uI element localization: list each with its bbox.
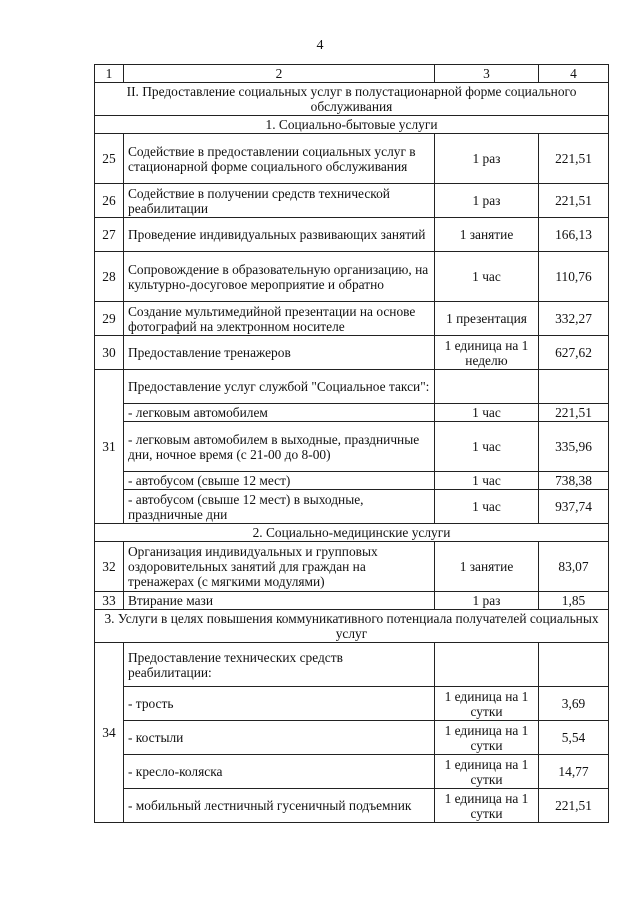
service-name: Сопровождение в образовательную организацию, на культурно-досуговое мероприятие и обратно: [124, 252, 435, 302]
row-number: 30: [95, 336, 124, 370]
page-number: 4: [316, 38, 324, 53]
service-price: 14,77: [539, 755, 609, 789]
table-row: [95, 789, 609, 823]
column-number-2: 2: [124, 65, 435, 83]
service-price: 166,13: [539, 218, 609, 252]
service-unit: 1 единица на 1 сутки: [435, 721, 539, 755]
service-name: Предоставление тренажеров: [124, 336, 435, 370]
service-unit: 1 час: [435, 252, 539, 302]
service-name: - трость: [124, 687, 435, 721]
service-price: 5,54: [539, 721, 609, 755]
row-number: 26: [95, 184, 124, 218]
service-unit: 1 раз: [435, 184, 539, 218]
service-unit: 1 презентация: [435, 302, 539, 336]
service-price: 1,85: [539, 592, 609, 610]
column-number-1: 1: [95, 65, 124, 83]
service-price: 335,96: [539, 422, 609, 472]
service-price: 221,51: [539, 404, 609, 422]
service-price: 221,51: [539, 789, 609, 823]
subsection-title-social-medical: 2. Социально-медицинские услуги: [95, 524, 609, 542]
service-name: Содействие в предоставлении социальных услуг в стационарной форме социального обслуживания: [124, 134, 435, 184]
row-number: 27: [95, 218, 124, 252]
service-price: 627,62: [539, 336, 609, 370]
row-number: 25: [95, 134, 124, 184]
empty-cell: [539, 643, 609, 687]
table-row: [95, 542, 609, 592]
table-row: [95, 302, 609, 336]
table-row: [95, 472, 609, 490]
service-price: 110,76: [539, 252, 609, 302]
service-unit: 1 час: [435, 472, 539, 490]
service-group-title: Предоставление услуг службой "Социальное такси":: [124, 370, 435, 404]
table-row: [95, 643, 609, 687]
service-name: - кресло-коляска: [124, 755, 435, 789]
row-number: 34: [95, 643, 124, 823]
service-price: 221,51: [539, 134, 609, 184]
service-price: 738,38: [539, 472, 609, 490]
service-unit: 1 час: [435, 490, 539, 524]
empty-cell: [539, 370, 609, 404]
column-number-4: 4: [539, 65, 609, 83]
service-price: 221,51: [539, 184, 609, 218]
table-row: [95, 184, 609, 218]
service-unit: 1 раз: [435, 134, 539, 184]
column-number-3: 3: [435, 65, 539, 83]
table-row: [95, 218, 609, 252]
service-unit: 1 единица на 1 сутки: [435, 687, 539, 721]
table-row: [95, 490, 609, 524]
subsection-row: [95, 524, 609, 542]
column-number-row: [95, 65, 609, 83]
table-row: [95, 336, 609, 370]
service-name: Содействие в получении средств технической реабилитации: [124, 184, 435, 218]
service-unit: 1 раз: [435, 592, 539, 610]
section-title: II. Предоставление социальных услуг в полустационарной форме социального обслуживания: [95, 83, 609, 116]
table-row: [95, 252, 609, 302]
service-unit: 1 занятие: [435, 542, 539, 592]
service-name: - мобильный лестничный гусеничный подъемник: [124, 789, 435, 823]
service-unit: 1 час: [435, 404, 539, 422]
service-name: - автобусом (свыше 12 мест) в выходные, праздничные дни: [124, 490, 435, 524]
row-number: 33: [95, 592, 124, 610]
service-unit: 1 единица на 1 неделю: [435, 336, 539, 370]
empty-cell: [435, 370, 539, 404]
table-row: [95, 592, 609, 610]
subsection-row: [95, 610, 609, 643]
table-row: [95, 721, 609, 755]
service-name: - костыли: [124, 721, 435, 755]
service-unit: 1 единица на 1 сутки: [435, 755, 539, 789]
services-price-table: [94, 64, 609, 823]
empty-cell: [435, 643, 539, 687]
service-name: Создание мультимедийной презентации на основе фотографий на электронном носителе: [124, 302, 435, 336]
service-name: Втирание мази: [124, 592, 435, 610]
service-name: - автобусом (свыше 12 мест): [124, 472, 435, 490]
service-name: Проведение индивидуальных развивающих занятий: [124, 218, 435, 252]
service-unit: 1 час: [435, 422, 539, 472]
table-row: [95, 370, 609, 404]
service-name: - легковым автомобилем: [124, 404, 435, 422]
service-name: - легковым автомобилем в выходные, праздничные дни, ночное время (с 21-00 до 8-00): [124, 422, 435, 472]
table-row: [95, 404, 609, 422]
table-row: [95, 134, 609, 184]
subsection-title-communicative: 3. Услуги в целях повышения коммуникативного потенциала получателей социальных услуг: [95, 610, 609, 643]
row-number: 32: [95, 542, 124, 592]
service-price: 83,07: [539, 542, 609, 592]
service-price: 937,74: [539, 490, 609, 524]
row-number: 28: [95, 252, 124, 302]
service-unit: 1 единица на 1 сутки: [435, 789, 539, 823]
service-unit: 1 занятие: [435, 218, 539, 252]
service-price: 332,27: [539, 302, 609, 336]
section-row: [95, 83, 609, 116]
table-row: [95, 687, 609, 721]
service-name: Организация индивидуальных и групповых оздоровительных занятий для граждан на тренажерах (с мягкими модулями): [124, 542, 435, 592]
subsection-row: [95, 116, 609, 134]
row-number: 31: [95, 370, 124, 524]
table-row: [95, 755, 609, 789]
table-row: [95, 422, 609, 472]
service-price: 3,69: [539, 687, 609, 721]
service-group-title: Предоставление технических средств реабилитации:: [124, 643, 435, 687]
row-number: 29: [95, 302, 124, 336]
subsection-title-social-household: 1. Социально-бытовые услуги: [95, 116, 609, 134]
